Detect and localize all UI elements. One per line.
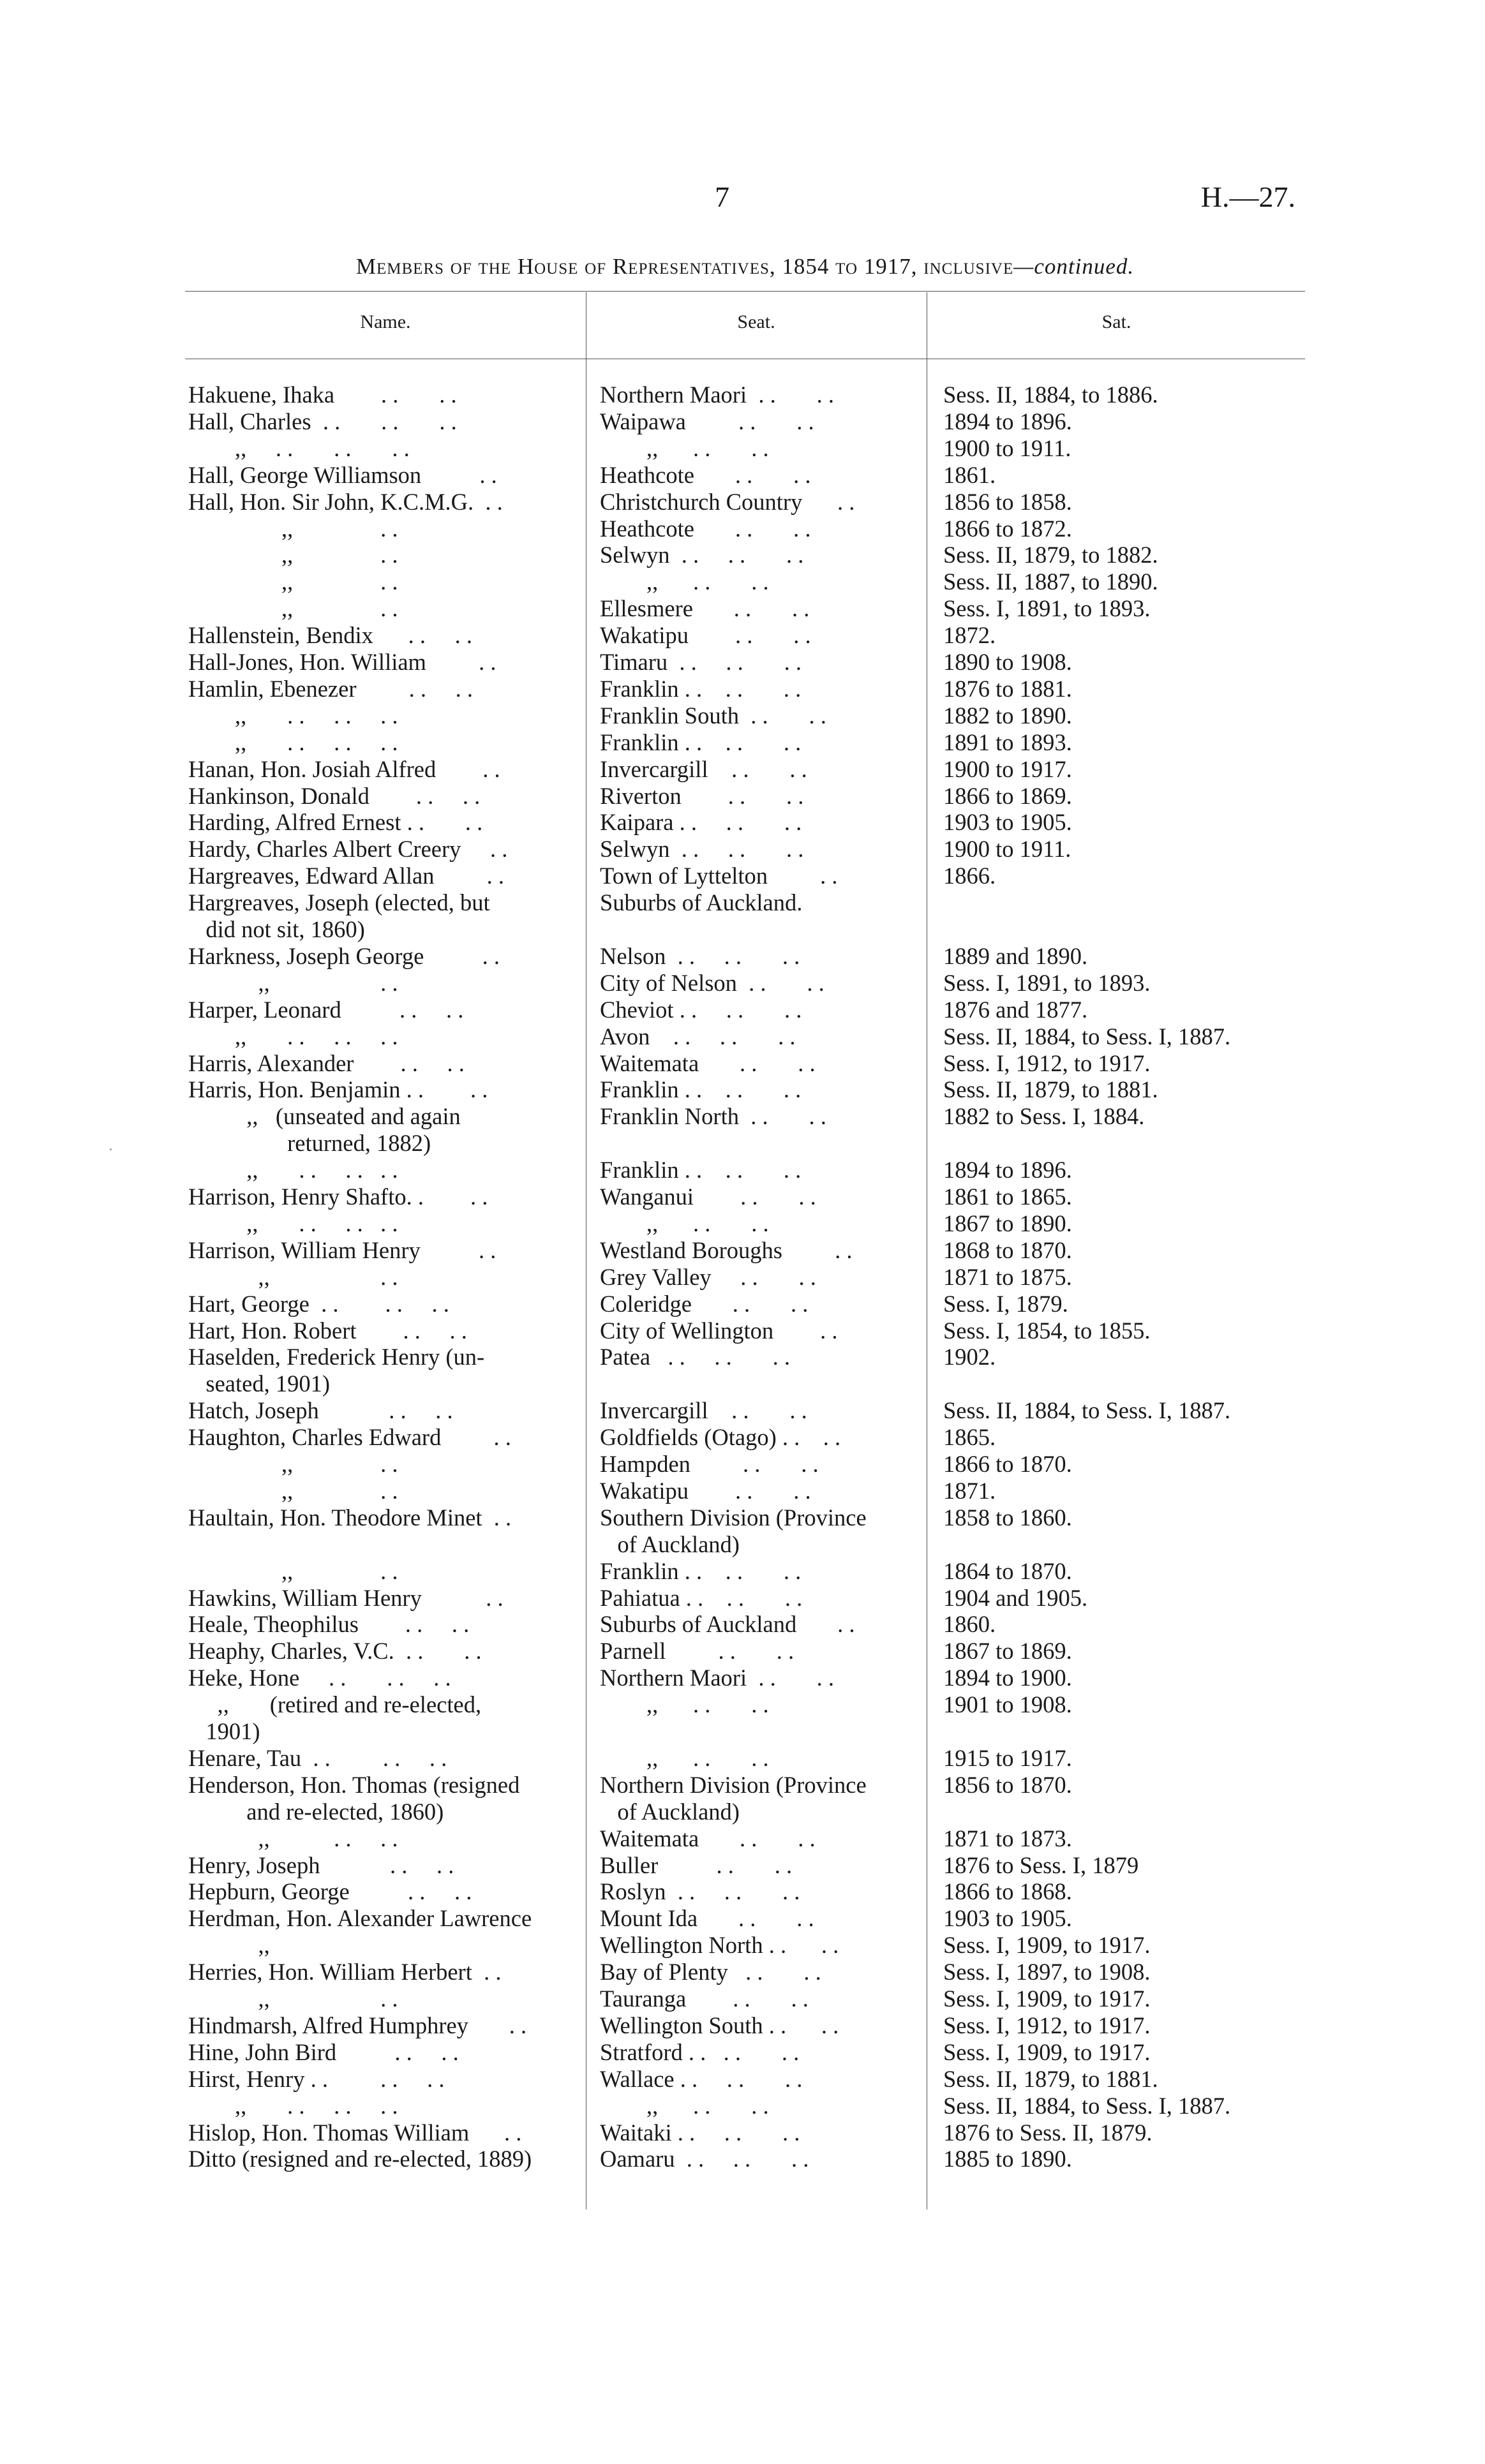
- table-row: [0, 1317, 1485, 1344]
- cell-name: Hall-Jones, Hon. William . .: [188, 649, 496, 675]
- table-row: [0, 1932, 1485, 1959]
- cell-seat: Waitaki . . . . . .: [600, 2119, 800, 2146]
- table-row: [0, 1264, 1485, 1291]
- cell-seat: Nelson . . . . . .: [600, 942, 800, 969]
- cell-sat: 1894 to 1896.: [943, 1157, 1072, 1184]
- cell-sat: 1866 to 1870.: [943, 1451, 1072, 1477]
- cell-name: 1901): [188, 1718, 260, 1744]
- cell-sat: Sess. II, 1879, to 1881.: [943, 2065, 1158, 2092]
- cell-sat: 1904 and 1905.: [943, 1584, 1088, 1611]
- cell-name: Hankinson, Donald . . . .: [188, 782, 481, 809]
- cell-sat: Sess. II, 1879, to 1881.: [943, 1076, 1158, 1103]
- cell-sat: 1866.: [943, 863, 996, 889]
- cell-sat: 1900 to 1917.: [943, 755, 1072, 782]
- cell-sat: Sess. I, 1891, to 1893.: [943, 595, 1151, 622]
- cell-seat: ,, . . . .: [600, 2092, 769, 2119]
- cell-name: Hawkins, William Henry . .: [188, 1584, 504, 1611]
- cell-sat: 1894 to 1900.: [943, 1665, 1072, 1691]
- cell-name: ,, . .: [188, 1477, 398, 1504]
- cell-seat: Waipawa . . . .: [600, 408, 814, 434]
- cell-name: ,, . .: [188, 595, 398, 622]
- table-top-rule: [185, 291, 1305, 292]
- cell-name: ,, . . . . . .: [188, 434, 410, 461]
- cell-sat: Sess. II, 1879, to 1882.: [943, 542, 1158, 568]
- cell-seat: Wakatipu . . . .: [600, 1477, 811, 1504]
- table-row: [0, 2012, 1485, 2039]
- table-row: [0, 1878, 1485, 1905]
- cell-sat: Sess. I, 1897, to 1908.: [943, 1959, 1151, 1985]
- cell-name: ,, . . . . . .: [188, 702, 398, 729]
- table-row: [0, 756, 1485, 783]
- table-row: [0, 382, 1485, 408]
- table-row: [0, 1772, 1485, 1799]
- cell-name: Heke, Hone . . . . . .: [188, 1665, 451, 1691]
- table-row: [0, 1451, 1485, 1478]
- cell-sat: 1856 to 1858.: [943, 488, 1072, 515]
- cell-seat: Stratford . . . . . .: [600, 2038, 800, 2065]
- cell-sat: 1861 to 1865.: [943, 1184, 1072, 1210]
- cell-name: ,, . . . . . .: [188, 1157, 398, 1184]
- cell-seat: Selwyn . . . . . .: [600, 836, 804, 863]
- table-row: [0, 622, 1485, 649]
- cell-sat: 1900 to 1911.: [943, 434, 1071, 461]
- column-header-name: Name.: [360, 311, 411, 332]
- table-row: [0, 568, 1485, 595]
- cell-seat: Suburbs of Auckland . .: [600, 1611, 855, 1638]
- cell-sat: 1894 to 1896.: [943, 408, 1072, 434]
- cell-name: Haughton, Charles Edward . .: [188, 1424, 511, 1451]
- cell-name: Hall, Hon. Sir John, K.C.M.G. . .: [188, 488, 503, 515]
- cell-seat: Town of Lyttelton . .: [600, 863, 838, 889]
- table-row: [0, 1130, 1485, 1157]
- cell-name: ,, . .: [188, 969, 398, 996]
- cell-seat: Patea . . . . . .: [600, 1344, 791, 1370]
- cell-sat: 1865.: [943, 1424, 996, 1451]
- cell-name: Harkness, Joseph George . .: [188, 942, 500, 969]
- cell-name: Hart, Hon. Robert . . . .: [188, 1317, 467, 1344]
- cell-sat: 1901 to 1908.: [943, 1691, 1072, 1718]
- cell-seat: Northern Division (Province: [600, 1771, 867, 1798]
- table-row: [0, 916, 1485, 943]
- cell-name: Henry, Joseph . . . .: [188, 1852, 454, 1878]
- cell-sat: 1860.: [943, 1611, 996, 1638]
- cell-seat: Buller . . . .: [600, 1852, 793, 1878]
- cell-seat: Coleridge . . . .: [600, 1290, 809, 1317]
- cell-sat: 1903 to 1905.: [943, 1905, 1072, 1932]
- cell-name: Hart, George . . . . . .: [188, 1290, 449, 1317]
- cell-name: ,, (unseated and again: [188, 1103, 461, 1130]
- cell-seat: Heathcote . . . .: [600, 515, 811, 542]
- cell-name: ,, . .: [188, 1985, 398, 2012]
- cell-sat: Sess. II, 1884, to Sess. I, 1887.: [943, 1023, 1231, 1050]
- cell-seat: Grey Valley . . . .: [600, 1263, 816, 1290]
- cell-name: Ditto (resigned and re-elected, 1889): [188, 2146, 532, 2172]
- cell-sat: 1866 to 1868.: [943, 1878, 1072, 1905]
- cell-seat: Goldfields (Otago) . . . .: [600, 1424, 841, 1451]
- cell-name: Hallenstein, Bendix . . . .: [188, 622, 473, 649]
- table-row: [0, 676, 1485, 702]
- cell-name: Heale, Theophilus . . . .: [188, 1611, 470, 1638]
- cell-name: Harding, Alfred Ernest . . . .: [188, 809, 483, 836]
- cell-sat: 1871 to 1875.: [943, 1263, 1072, 1290]
- cell-sat: 1856 to 1870.: [943, 1771, 1072, 1798]
- table-row: [0, 1638, 1485, 1665]
- cell-seat: Franklin . . . . . .: [600, 1076, 802, 1103]
- cell-sat: 1867 to 1869.: [943, 1638, 1072, 1665]
- scan-speck: [110, 1148, 112, 1150]
- cell-name: Henderson, Hon. Thomas (resigned: [188, 1771, 520, 1798]
- cell-seat: Oamaru . . . . . .: [600, 2146, 809, 2172]
- cell-name: Hine, John Bird . . . .: [188, 2038, 459, 2065]
- cell-name: Hatch, Joseph . . . .: [188, 1397, 453, 1424]
- table-row: [0, 729, 1485, 756]
- cell-sat: 1864 to 1870.: [943, 1557, 1072, 1584]
- table-row: [0, 836, 1485, 863]
- cell-name: Hanan, Hon. Josiah Alfred . .: [188, 755, 500, 782]
- cell-seat: Wallace . . . . . .: [600, 2065, 803, 2092]
- table-row: [0, 1905, 1485, 1932]
- cell-seat: Invercargill . . . .: [600, 755, 807, 782]
- cell-seat: of Auckland): [600, 1798, 740, 1825]
- cell-name: Hardy, Charles Albert Creery . .: [188, 836, 508, 863]
- cell-sat: 1861.: [943, 461, 996, 488]
- cell-sat: Sess. II, 1884, to 1886.: [943, 382, 1158, 408]
- table-row: [0, 1210, 1485, 1237]
- cell-name: Haselden, Frederick Henry (un-: [188, 1344, 485, 1370]
- cell-name: Haultain, Hon. Theodore Minet . .: [188, 1504, 512, 1531]
- table-row: [0, 1611, 1485, 1638]
- cell-seat: ,, . . . .: [600, 568, 769, 595]
- cell-sat: 1889 and 1890.: [943, 942, 1088, 969]
- cell-seat: Franklin North . . . .: [600, 1103, 826, 1130]
- cell-name: Hall, Charles . . . . . .: [188, 408, 457, 434]
- table-row: [0, 1478, 1485, 1504]
- cell-seat: Franklin . . . . . .: [600, 1157, 802, 1184]
- table-row: [0, 783, 1485, 810]
- cell-name: Hall, George Williamson . .: [188, 461, 497, 488]
- cell-sat: 1858 to 1860.: [943, 1504, 1072, 1531]
- cell-sat: Sess. I, 1912, to 1917.: [943, 2012, 1151, 2038]
- cell-sat: 1876 to Sess. II, 1879.: [943, 2119, 1153, 2146]
- table-row: [0, 1665, 1485, 1691]
- cell-seat: Bay of Plenty . . . .: [600, 1959, 821, 1985]
- table-row: [0, 2039, 1485, 2066]
- table-row: [0, 1799, 1485, 1825]
- cell-sat: Sess. I, 1909, to 1917.: [943, 1932, 1151, 1959]
- cell-name: did not sit, 1860): [188, 916, 365, 942]
- cell-sat: 1871 to 1873.: [943, 1825, 1072, 1852]
- cell-sat: 1903 to 1905.: [943, 809, 1072, 836]
- table-row: [0, 702, 1485, 729]
- cell-sat: Sess. II, 1884, to Sess. I, 1887.: [943, 2092, 1231, 2119]
- table-row: [0, 1344, 1485, 1370]
- cell-seat: Franklin . . . . . .: [600, 729, 802, 755]
- cell-seat: ,, . . . .: [600, 1210, 769, 1236]
- cell-sat: 1871.: [943, 1477, 996, 1504]
- table-row: [0, 1852, 1485, 1879]
- cell-name: ,, . . . . . .: [188, 1210, 398, 1236]
- cell-seat: Mount Ida . . . .: [600, 1905, 814, 1932]
- table-row: [0, 435, 1485, 462]
- table-row: [0, 1959, 1485, 1985]
- cell-seat: Hampden . . . .: [600, 1451, 819, 1477]
- cell-seat: Wanganui . . . .: [600, 1184, 816, 1210]
- cell-name: Herdman, Hon. Alexander Lawrence: [188, 1905, 532, 1932]
- table-row: [0, 1157, 1485, 1184]
- cell-name: ,, (retired and re-elected,: [188, 1691, 482, 1718]
- cell-sat: 1882 to Sess. I, 1884.: [943, 1103, 1145, 1130]
- table-row: [0, 970, 1485, 997]
- cell-name: ,, . . . .: [188, 1825, 398, 1852]
- cell-name: Hindmarsh, Alfred Humphrey . .: [188, 2012, 527, 2038]
- cell-sat: 1900 to 1911.: [943, 836, 1071, 863]
- table-row: [0, 943, 1485, 970]
- cell-seat: Wellington North . . . .: [600, 1932, 839, 1959]
- cell-seat: Franklin South . . . .: [600, 702, 826, 729]
- cell-sat: 1876 and 1877.: [943, 996, 1088, 1023]
- cell-sat: 1876 to Sess. I, 1879: [943, 1852, 1139, 1878]
- cell-seat: Timaru . . . . . .: [600, 649, 802, 675]
- cell-name: Harris, Alexander . . . .: [188, 1050, 465, 1076]
- cell-name: Harris, Hon. Benjamin . . . .: [188, 1076, 488, 1103]
- cell-sat: 1891 to 1893.: [943, 729, 1072, 755]
- cell-sat: Sess. I, 1909, to 1917.: [943, 1985, 1151, 2012]
- table-row: [0, 1691, 1485, 1718]
- cell-name: ,, . .: [188, 542, 398, 568]
- cell-sat: 1867 to 1890.: [943, 1210, 1072, 1236]
- cell-seat: Tauranga . . . .: [600, 1985, 809, 2012]
- table-row: [0, 542, 1485, 568]
- cell-sat: 1882 to 1890.: [943, 702, 1072, 729]
- table-row: [0, 1076, 1485, 1103]
- table-row: [0, 595, 1485, 622]
- table-row: [0, 2119, 1485, 2146]
- cell-name: ,, . .: [188, 1557, 398, 1584]
- cell-name: ,, . .: [188, 1451, 398, 1477]
- table-row: [0, 408, 1485, 435]
- cell-name: Henare, Tau . . . . . .: [188, 1744, 447, 1771]
- table-row: [0, 1370, 1485, 1397]
- table-row: [0, 1050, 1485, 1077]
- cell-seat: Invercargill . . . .: [600, 1397, 807, 1424]
- cell-name: ,, . .: [188, 1263, 398, 1290]
- cell-name: ,, . . . . . .: [188, 729, 398, 755]
- cell-sat: 1872.: [943, 622, 996, 649]
- cell-seat: ,, . . . .: [600, 1691, 769, 1718]
- cell-name: seated, 1901): [188, 1370, 330, 1397]
- cell-sat: 1866 to 1872.: [943, 515, 1072, 542]
- table-title-main: Members of the House of Representatives, 1854 to 1917, inclusive: [355, 254, 1014, 279]
- cell-name: Hamlin, Ebenezer . . . .: [188, 675, 473, 702]
- cell-name: Harper, Leonard . . . .: [188, 996, 464, 1023]
- cell-seat: Franklin . . . . . .: [600, 675, 802, 702]
- cell-sat: Sess. I, 1854, to 1855.: [943, 1317, 1151, 1344]
- cell-name: Hakuene, Ihaka . . . .: [188, 382, 457, 408]
- cell-seat: Heathcote . . . .: [600, 461, 811, 488]
- table-row: [0, 1237, 1485, 1264]
- cell-name: ,, . .: [188, 568, 398, 595]
- table-row: [0, 1745, 1485, 1772]
- table-row: [0, 1558, 1485, 1585]
- table-row: [0, 1825, 1485, 1852]
- table-row: [0, 2066, 1485, 2093]
- table-row: [0, 1531, 1485, 1558]
- column-header-sat: Sat.: [1101, 311, 1131, 332]
- table-row: [0, 863, 1485, 889]
- table-row: [0, 516, 1485, 542]
- cell-sat: Sess. I, 1891, to 1893.: [943, 969, 1151, 996]
- cell-seat: Northern Maori . . . .: [600, 1665, 834, 1691]
- cell-sat: 1885 to 1890.: [943, 2146, 1072, 2172]
- cell-name: returned, 1882): [188, 1130, 431, 1157]
- cell-seat: Pahiatua . . . . . .: [600, 1584, 803, 1611]
- table-row: [0, 997, 1485, 1023]
- cell-name: ,,: [188, 1932, 270, 1959]
- table-row: [0, 2146, 1485, 2172]
- table-row: [0, 489, 1485, 516]
- cell-seat: City of Nelson . . . .: [600, 969, 825, 996]
- cell-seat: Southern Division (Province: [600, 1504, 867, 1531]
- cell-name: ,, . . . . . .: [188, 1023, 398, 1050]
- table-row: [0, 1585, 1485, 1612]
- cell-seat: City of Wellington . .: [600, 1317, 838, 1344]
- cell-sat: Sess. I, 1912, to 1917.: [943, 1050, 1151, 1076]
- cell-seat: Westland Boroughs . .: [600, 1236, 853, 1263]
- cell-seat: Cheviot . . . . . .: [600, 996, 802, 1023]
- cell-sat: 1915 to 1917.: [943, 1744, 1072, 1771]
- cell-name: Harrison, William Henry . .: [188, 1236, 496, 1263]
- page-number: 7: [715, 181, 729, 213]
- cell-sat: Sess. II, 1884, to Sess. I, 1887.: [943, 1397, 1231, 1424]
- table-row: [0, 1291, 1485, 1317]
- cell-seat: Christchurch Country . .: [600, 488, 855, 515]
- cell-seat: Ellesmere . . . .: [600, 595, 810, 622]
- cell-sat: 1890 to 1908.: [943, 649, 1072, 675]
- cell-seat: Avon . . . . . .: [600, 1023, 796, 1050]
- table-row: [0, 462, 1485, 489]
- table-row: [0, 1023, 1485, 1050]
- cell-name: ,, . .: [188, 515, 398, 542]
- table-row: [0, 1397, 1485, 1424]
- cell-name: Hislop, Hon. Thomas William . .: [188, 2119, 522, 2146]
- column-header-seat: Seat.: [737, 311, 775, 332]
- table-row: [0, 1504, 1485, 1531]
- cell-name: Hargreaves, Joseph (elected, but: [188, 889, 490, 916]
- cell-seat: Roslyn . . . . . .: [600, 1878, 800, 1905]
- table-row: [0, 649, 1485, 676]
- cell-name: Hargreaves, Edward Allan . .: [188, 863, 504, 889]
- cell-sat: 1868 to 1870.: [943, 1236, 1072, 1263]
- cell-name: Hirst, Henry . . . . . .: [188, 2065, 445, 2092]
- cell-name: Herries, Hon. William Herbert . .: [188, 1959, 502, 1985]
- table-row: [0, 1184, 1485, 1210]
- table-title: [185, 254, 1305, 279]
- table-row: [0, 889, 1485, 916]
- cell-seat: Selwyn . . . . . .: [600, 542, 804, 568]
- table-row: [0, 809, 1485, 836]
- table-row: [0, 1718, 1485, 1745]
- cell-sat: 1866 to 1869.: [943, 782, 1072, 809]
- cell-sat: Sess. I, 1909, to 1917.: [943, 2038, 1151, 2065]
- cell-name: Hepburn, George . . . .: [188, 1878, 472, 1905]
- cell-seat: Wellington South . . . .: [600, 2012, 839, 2038]
- cell-sat: Sess. I, 1879.: [943, 1290, 1068, 1317]
- cell-seat: Waitemata . . . .: [600, 1050, 816, 1076]
- cell-seat: Northern Maori . . . .: [600, 382, 834, 408]
- cell-seat: Kaipara . . . . . .: [600, 809, 802, 836]
- cell-sat: 1902.: [943, 1344, 996, 1370]
- cell-seat: Waitemata . . . .: [600, 1825, 816, 1852]
- cell-seat: Riverton . . . .: [600, 782, 804, 809]
- cell-name: Harrison, Henry Shafto. . . .: [188, 1184, 488, 1210]
- cell-seat: Franklin . . . . . .: [600, 1557, 802, 1584]
- table-row: [0, 1985, 1485, 2012]
- cell-seat: ,, . . . .: [600, 1744, 769, 1771]
- cell-seat: ,, . . . .: [600, 434, 769, 461]
- cell-sat: Sess. II, 1887, to 1890.: [943, 568, 1158, 595]
- cell-name: and re-elected, 1860): [188, 1798, 444, 1825]
- table-row: [0, 1424, 1485, 1451]
- table-row: [0, 1103, 1485, 1130]
- cell-name: Heaphy, Charles, V.C. . . . .: [188, 1638, 482, 1665]
- table-row: [0, 2093, 1485, 2119]
- table-title-suffix: —continued.: [1013, 254, 1135, 279]
- cell-name: ,, . . . . . .: [188, 2092, 398, 2119]
- cell-seat: of Auckland): [600, 1531, 740, 1557]
- cell-seat: Wakatipu . . . .: [600, 622, 811, 649]
- cell-seat: Suburbs of Auckland.: [600, 889, 803, 916]
- document-reference: H.—27.: [1200, 181, 1295, 213]
- cell-sat: 1876 to 1881.: [943, 675, 1072, 702]
- cell-seat: Parnell . . . .: [600, 1638, 795, 1665]
